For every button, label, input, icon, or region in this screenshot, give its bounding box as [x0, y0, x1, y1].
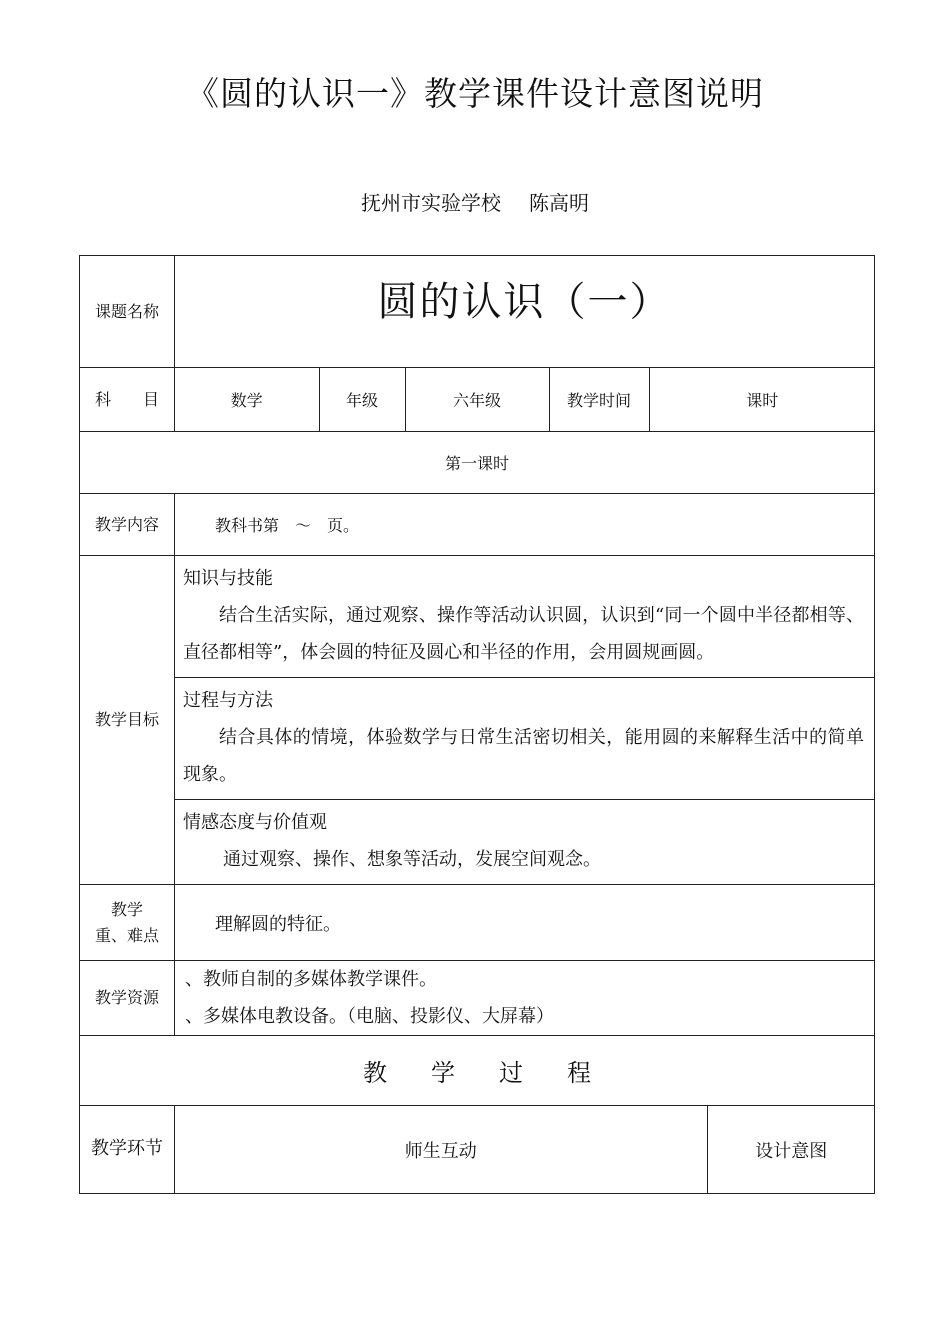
- keypoints-label: [80, 885, 175, 961]
- author-school: 抚州市实验学校: [361, 191, 501, 215]
- process-char: 过: [499, 1059, 523, 1087]
- topic-value: 圆的认识（一）: [175, 256, 875, 368]
- session-row: [80, 432, 875, 494]
- author-name: 陈高明: [529, 191, 589, 215]
- objective-body: 通过观察、操作、想象等活动，发展空间观念。: [223, 849, 601, 870]
- session-label: 第一课时: [80, 432, 875, 494]
- objective-row-2: [80, 678, 875, 800]
- interaction-label: 师生互动: [404, 1140, 477, 1162]
- resource-item: 、教师自制的多媒体教学课件。: [185, 969, 437, 990]
- process-char: 学: [431, 1059, 455, 1087]
- process-header-cell: [175, 1106, 875, 1194]
- teaching-process-heading: [80, 1036, 875, 1106]
- keypoints-label-line1: 教学: [110, 899, 143, 919]
- resources-label: 教学资源: [80, 961, 175, 1036]
- resources-row: [80, 961, 875, 1036]
- objective-row-1: [80, 556, 875, 678]
- process-char: 程: [567, 1059, 591, 1087]
- subject-info-cell: [175, 368, 875, 432]
- process-header-table: [175, 1106, 875, 1193]
- objective-body: 结合具体的情境，体验数学与日常生活密切相关，能用圆的来解释生活中的简单现象。: [183, 727, 864, 785]
- objective-heading: 过程与方法: [183, 690, 273, 711]
- process-header-row: [80, 1106, 875, 1194]
- design-intent-label: 设计意图: [707, 1106, 875, 1193]
- process-char: 教: [363, 1059, 387, 1087]
- author-line: [0, 187, 950, 216]
- objective-body: 结合生活实际，通过观察、操作等活动认识圆，认识到“同一个圆中半径都相等、直径都相等”，体会圆的特征及圆心和半径的作用，会用圆规画圆。: [183, 605, 864, 663]
- objective-attitude: [175, 800, 875, 885]
- objective-process: [175, 678, 875, 800]
- lesson-plan-table: [79, 255, 875, 1194]
- keypoints-value: 理解圆的特征。: [175, 885, 875, 961]
- topic-row: [80, 256, 875, 368]
- document-title: 《圆的认识一》教学课件设计意图说明: [186, 74, 764, 113]
- subject-value: 数学: [230, 391, 263, 410]
- teaching-time-label: 教学时间: [549, 368, 649, 431]
- subject-row: [80, 368, 875, 432]
- content-label: 教学内容: [80, 494, 175, 556]
- objectives-label: 教学目标: [80, 556, 175, 885]
- content-value: 教科书第 ～ 页。: [175, 494, 875, 556]
- content-row: [80, 494, 875, 556]
- teaching-time-value: 课时: [649, 368, 875, 431]
- grade-value: 六年级: [405, 368, 549, 431]
- keypoints-row: [80, 885, 875, 961]
- objective-knowledge: [175, 556, 875, 678]
- subject-info-table: [175, 368, 875, 431]
- topic-label: 课题名称: [80, 256, 175, 368]
- resources-cell: [175, 961, 875, 1036]
- objective-heading: 情感态度与价值观: [183, 812, 327, 833]
- resource-item: 、多媒体电教设备。（电脑、投影仪、大屏幕）: [185, 1006, 554, 1027]
- subject-label: 科 目: [80, 368, 175, 432]
- objective-heading: 知识与技能: [183, 568, 273, 589]
- keypoints-label-line2: 重、难点: [94, 925, 159, 945]
- objective-row-3: [80, 800, 875, 885]
- grade-label: 年级: [319, 368, 405, 431]
- process-row: [80, 1036, 875, 1106]
- stage-label: 教学环节: [80, 1106, 175, 1194]
